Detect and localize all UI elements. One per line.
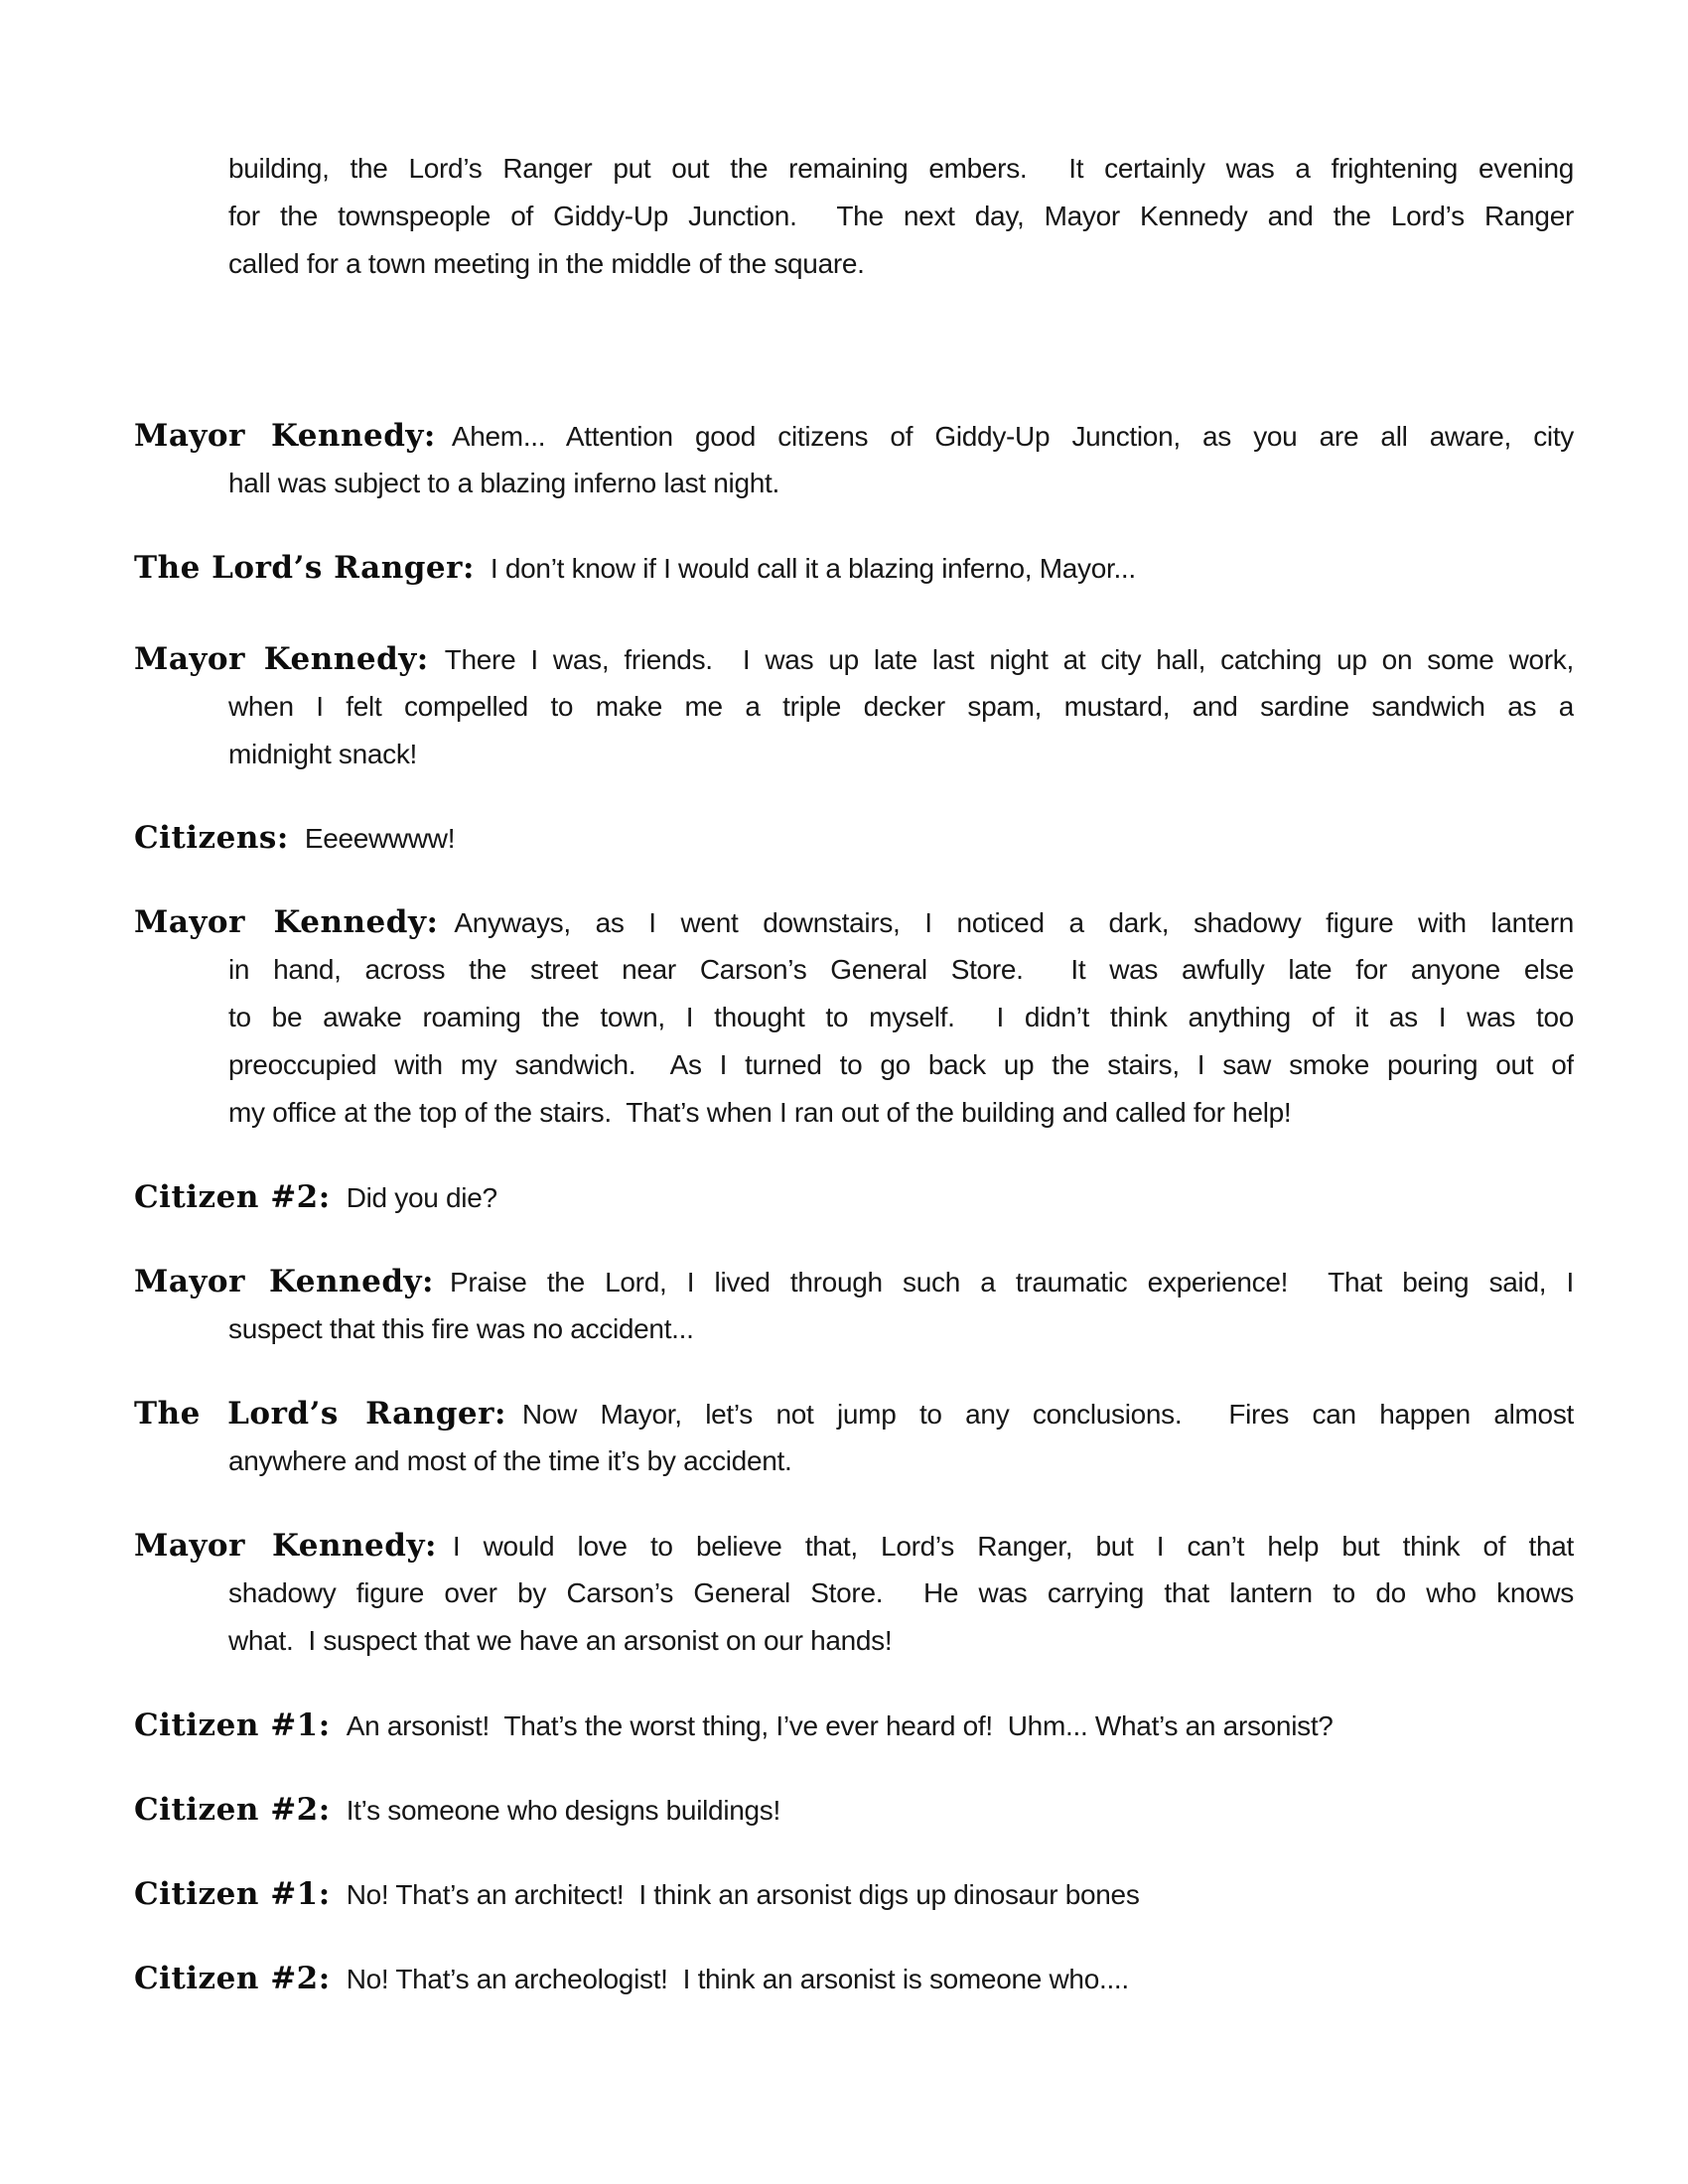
dialogue-line [134, 1955, 1574, 2002]
dialogue-block [134, 412, 1574, 507]
speech-text: Eeeewwww! [304, 823, 456, 854]
speech-text: I would love to believe that, Lord’s Ranger, but I can’t help but think of that [452, 1531, 1574, 1562]
dialogue-line: anywhere and most of the time it’s by accident. [228, 1445, 792, 1476]
dialogue-block [134, 1702, 1574, 1749]
dialogue-line [134, 1786, 1574, 1834]
speech-text: No! That’s an architect! I think an arsonist digs up dinosaur bones [346, 1879, 1140, 1910]
dialogue-line: in hand, across the street near Carson’s General Store. It was awfully late for anyone else [228, 954, 1574, 985]
speech-text: No! That’s an archeologist! I think an arsonist is someone who.... [346, 1964, 1129, 1994]
speech-text: An arsonist! That’s the worst thing, I’ve ever heard of! Uhm... What’s an arsonist? [346, 1710, 1334, 1741]
speech-text: It’s someone who designs buildings! [346, 1795, 780, 1826]
dialogue-block [134, 1955, 1574, 2002]
speaker-name: Citizen #2: [134, 1961, 331, 1996]
dialogue-block [134, 898, 1574, 1137]
dialogue-block [134, 1522, 1574, 1665]
dialogue-line [134, 1173, 1574, 1221]
intro-paragraph [228, 145, 1574, 288]
speech-text: I don’t know if I would call it a blazing inferno, Mayor... [490, 553, 1136, 584]
speech-text: There I was, friends. I was up late last night at city hall, catching up on some work, [444, 644, 1574, 675]
intro-line: building, the Lord’s Ranger put out the remaining embers. It certainly was a frightening evening [228, 153, 1574, 184]
speaker-name: Citizens: [134, 820, 289, 856]
speech-text: Praise the Lord, I lived through such a traumatic experience! That being said, I [449, 1267, 1574, 1297]
speaker-name: Mayor Kennedy: [134, 1528, 437, 1564]
dialogue-line: hall was subject to a blazing inferno last night. [228, 468, 779, 498]
speech-text: Now Mayor, let’s not jump to any conclusions. Fires can happen almost [521, 1399, 1574, 1430]
dialogue-line [134, 1258, 1574, 1305]
speaker-name: Citizen #1: [134, 1876, 331, 1912]
dialogue-block [134, 1258, 1574, 1353]
dialogue-block [134, 544, 1574, 592]
dialogue-line: when I felt compelled to make me a triple decker spam, mustard, and sardine sandwich as a [228, 691, 1574, 722]
dialogue-line [134, 814, 1574, 862]
dialogue-line [134, 1522, 1574, 1570]
speaker-name: Mayor Kennedy: [134, 418, 436, 454]
dialogue-line: what. I suspect that we have an arsonist on our hands! [228, 1625, 893, 1656]
speaker-name: Citizen #2: [134, 1179, 331, 1215]
dialogue-line: my office at the top of the stairs. That’s when I ran out of the building and called for help! [228, 1097, 1292, 1128]
dialogue-block [134, 1173, 1574, 1221]
dialogue-block [134, 1870, 1574, 1918]
speaker-name: The Lord’s Ranger: [134, 550, 475, 586]
dialogue-block [134, 1786, 1574, 1834]
dialogue-line [134, 412, 1574, 460]
dialogue-line [134, 544, 1574, 592]
speaker-name: Mayor Kennedy: [134, 904, 439, 940]
speaker-name: The Lord’s Ranger: [134, 1396, 506, 1432]
dialogue-line: midnight snack! [228, 739, 418, 769]
dialogue-line [134, 898, 1574, 946]
speaker-name: Mayor Kennedy: [134, 641, 429, 677]
speaker-name: Citizen #2: [134, 1792, 331, 1828]
speaker-name: Citizen #1: [134, 1707, 331, 1743]
speaker-name: Mayor Kennedy: [134, 1264, 434, 1299]
dialogue-line: to be awake roaming the town, I thought to myself. I didn’t think anything of it as I was too [228, 1002, 1574, 1032]
dialogue-line [134, 1702, 1574, 1749]
intro-line: called for a town meeting in the middle of the square. [228, 248, 865, 279]
speech-text: Ahem... Attention good citizens of Giddy-Up Junction, as you are all aware, city [451, 421, 1574, 452]
dialogue-block [134, 814, 1574, 862]
dialogue-line [134, 1870, 1574, 1918]
dialogue-line [134, 1390, 1574, 1437]
speech-text: Did you die? [346, 1182, 497, 1213]
dialogue-line: shadowy figure over by Carson’s General Store. He was carrying that lantern to do who knows [228, 1577, 1574, 1608]
dialogue-line: preoccupied with my sandwich. As I turned to go back up the stairs, I saw smoke pouring out of [228, 1049, 1574, 1080]
dialogue-block [134, 1390, 1574, 1485]
dialogue-line [134, 635, 1574, 683]
speech-text: Anyways, as I went downstairs, I noticed a dark, shadowy figure with lantern [454, 907, 1574, 938]
dialogue-line: suspect that this fire was no accident... [228, 1313, 694, 1344]
dialogue-block [134, 635, 1574, 778]
intro-line: for the townspeople of Giddy-Up Junction. The next day, Mayor Kennedy and the Lord’s Ranger [228, 201, 1574, 231]
